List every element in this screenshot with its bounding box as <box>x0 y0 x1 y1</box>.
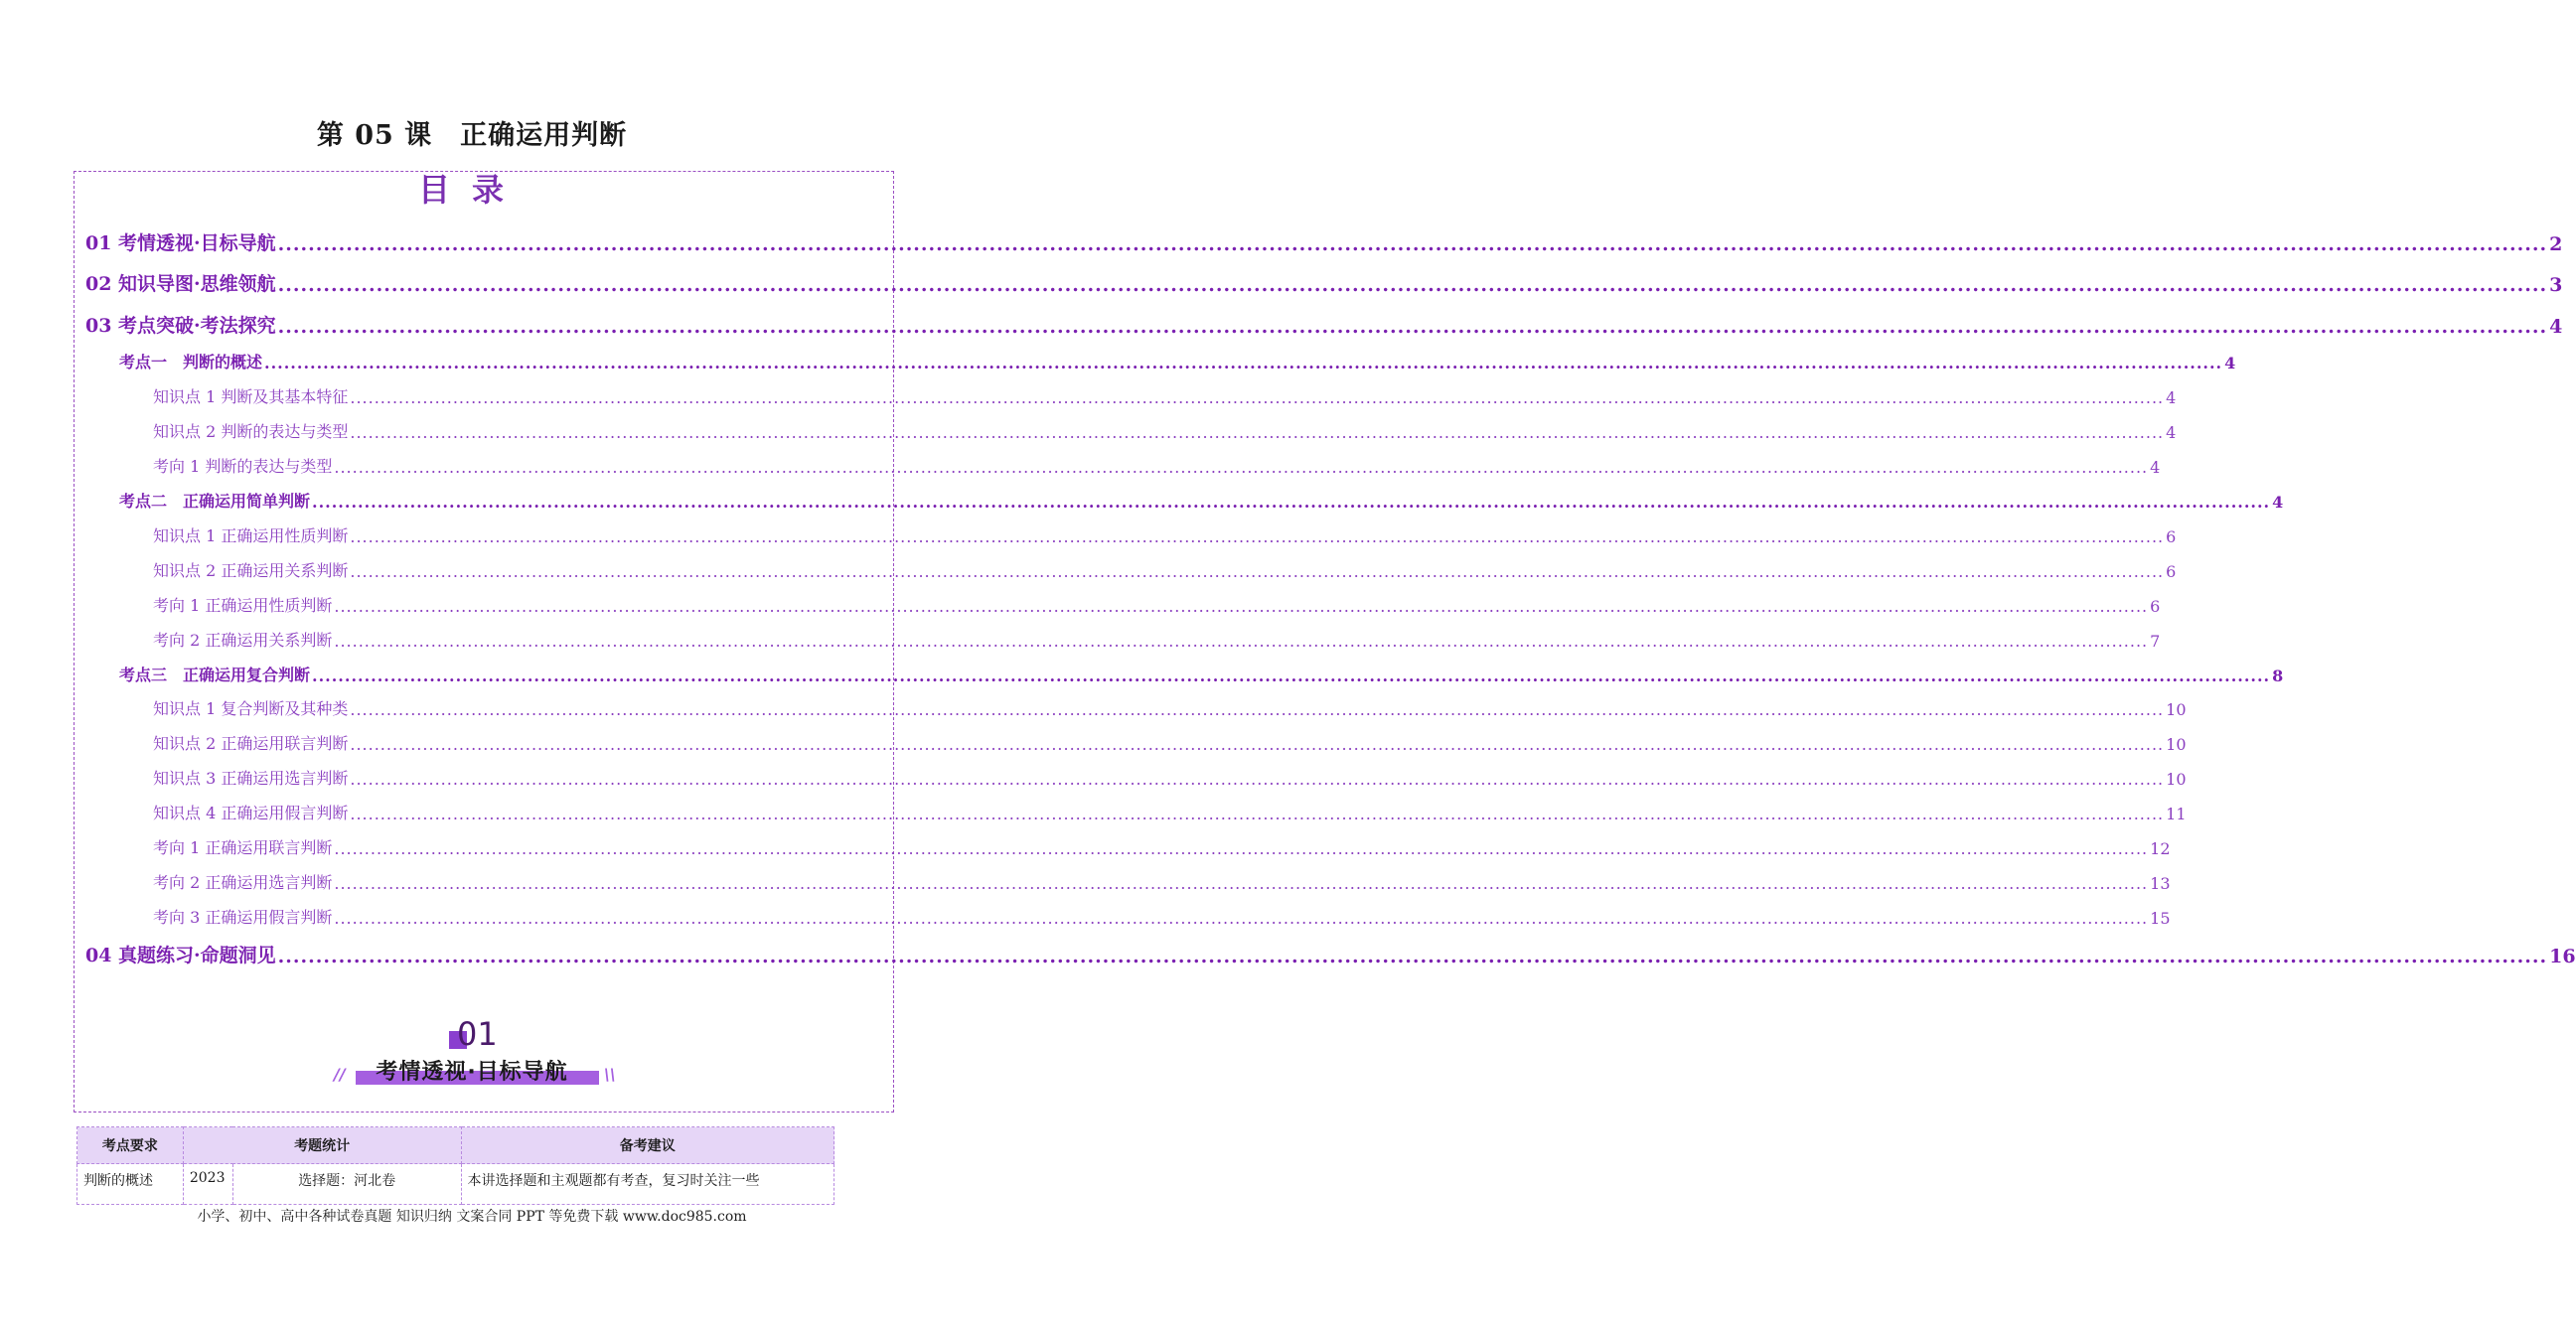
toc-leader-dots: ............................................................................................................................................................................................................................................................................................................ <box>277 946 2548 967</box>
table-cell-year: 2023 <box>183 1164 232 1205</box>
toc-entry-label: 考向 2 正确运用选言判断 <box>153 873 333 892</box>
toc-entry[interactable] <box>153 558 2177 581</box>
toc-entry[interactable] <box>153 628 2161 651</box>
toc-entry[interactable] <box>119 350 2236 372</box>
toc-entry-label: 知识点 2 判断的表达与类型 <box>153 422 349 441</box>
toc-leader-dots: ............................................................................................................................................................................................................................................................................................................ <box>312 667 2271 685</box>
toc-entry-label: 知识点 2 正确运用关系判断 <box>153 561 349 580</box>
toc-entry[interactable] <box>153 454 2161 477</box>
toc-entry[interactable] <box>153 731 2187 754</box>
section-slash-right: \\ <box>604 1065 616 1084</box>
toc-entry-page: 8 <box>2272 667 2284 685</box>
toc-heading: 目录 <box>417 171 526 209</box>
toc-entry-page: 4 <box>2549 316 2563 338</box>
toc-entry-label: 知识点 1 正确运用性质判断 <box>153 526 349 545</box>
table-header-row <box>77 1127 834 1164</box>
page-title: 第 05 课 正确运用判断 <box>316 120 628 151</box>
toc-leader-dots: ............................................................................................................................................................................................................................................................................................................ <box>350 770 2165 789</box>
toc-entry-label: 知识点 2 正确运用联言判断 <box>153 734 349 753</box>
toc-entry-label: 知识点 3 正确运用选言判断 <box>153 769 349 788</box>
section-slash-left: // <box>334 1065 346 1084</box>
toc-entry[interactable] <box>85 228 2563 255</box>
toc-entry[interactable] <box>153 419 2177 442</box>
toc-entry-page: 3 <box>2549 274 2563 296</box>
toc-entry-label: 考向 1 正确运用联言判断 <box>153 838 333 857</box>
toc-entry-page: 6 <box>2150 597 2161 616</box>
toc-leader-dots: ............................................................................................................................................................................................................................................................................................................ <box>350 388 2165 407</box>
toc-leader-dots: ............................................................................................................................................................................................................................................................................................................ <box>350 423 2165 442</box>
toc-entry-page: 4 <box>2166 423 2177 442</box>
toc-entry-label: 02 知识导图·思维领航 <box>85 273 276 295</box>
toc-entry-page: 7 <box>2150 632 2161 651</box>
section-number: 01 <box>457 1015 498 1053</box>
toc-entry-label: 考点三 正确运用复合判断 <box>119 666 311 684</box>
toc-entry-page: 11 <box>2166 805 2187 823</box>
table-cell-topic: 判断的概述 <box>77 1164 184 1205</box>
toc-entry[interactable] <box>119 663 2284 685</box>
toc-entry-page: 10 <box>2166 700 2187 719</box>
toc-entry-page: 10 <box>2166 735 2187 754</box>
toc-entry[interactable] <box>153 835 2171 858</box>
toc-entry-label: 01 考情透视·目标导航 <box>85 232 276 254</box>
requirements-table <box>76 1126 834 1205</box>
toc-entry-page: 4 <box>2150 458 2161 477</box>
toc-entry-label: 考点一 判断的概述 <box>119 353 263 371</box>
toc-entry-label: 考向 3 正确运用假言判断 <box>153 908 333 927</box>
toc-entry-page: 13 <box>2150 874 2171 893</box>
toc-entry-page: 16 <box>2549 946 2576 967</box>
toc-entry[interactable] <box>153 593 2161 616</box>
toc-entry[interactable] <box>153 870 2171 893</box>
toc-leader-dots: ............................................................................................................................................................................................................................................................................................................ <box>277 316 2548 338</box>
toc-entry-label: 考向 2 正确运用关系判断 <box>153 631 333 650</box>
toc-entry-page: 4 <box>2166 388 2177 407</box>
toc-leader-dots: ............................................................................................................................................................................................................................................................................................................ <box>334 839 2149 858</box>
toc-leader-dots: ............................................................................................................................................................................................................................................................................................................ <box>264 354 2223 372</box>
toc-leader-dots: ............................................................................................................................................................................................................................................................................................................ <box>334 909 2149 928</box>
toc-entry[interactable] <box>153 801 2187 823</box>
toc-entry[interactable] <box>153 523 2177 546</box>
toc-entry-page: 15 <box>2150 909 2171 928</box>
toc-entry[interactable] <box>153 384 2177 407</box>
toc-leader-dots: ............................................................................................................................................................................................................................................................................................................ <box>334 632 2149 651</box>
toc-entry-label: 知识点 4 正确运用假言判断 <box>153 804 349 822</box>
toc-entry[interactable] <box>153 905 2171 928</box>
toc-entry-label: 03 考点突破·考法探究 <box>85 315 276 337</box>
toc-entry-label: 知识点 1 复合判断及其种类 <box>153 699 349 718</box>
toc-leader-dots: ............................................................................................................................................................................................................................................................................................................ <box>334 597 2149 616</box>
toc-leader-dots: ............................................................................................................................................................................................................................................................................................................ <box>277 233 2548 255</box>
toc-entry-page: 2 <box>2549 233 2563 255</box>
section-banner-title: 考情透视·目标导航 <box>376 1060 568 1085</box>
toc-entry-label: 考点二 正确运用简单判断 <box>119 492 311 511</box>
toc-entry[interactable] <box>85 269 2563 296</box>
table-cell-advice: 本讲选择题和主观题都有考查，复习时关注一些 <box>461 1164 833 1205</box>
toc-leader-dots: ............................................................................................................................................................................................................................................................................................................ <box>312 493 2271 512</box>
table-header-cell: 备考建议 <box>461 1127 833 1164</box>
toc-entry[interactable] <box>85 311 2563 338</box>
toc-leader-dots: ............................................................................................................................................................................................................................................................................................................ <box>350 562 2165 581</box>
toc-leader-dots: ............................................................................................................................................................................................................................................................................................................ <box>350 735 2165 754</box>
table-cell-stat: 选择题：河北卷 <box>232 1164 461 1205</box>
toc-entry-page: 4 <box>2272 493 2284 512</box>
toc-leader-dots: ............................................................................................................................................................................................................................................................................................................ <box>334 458 2149 477</box>
toc-entry[interactable] <box>153 696 2187 719</box>
toc-leader-dots: ............................................................................................................................................................................................................................................................................................................ <box>350 805 2165 823</box>
toc-entry-label: 考向 1 判断的表达与类型 <box>153 457 333 476</box>
toc-leader-dots: ............................................................................................................................................................................................................................................................................................................ <box>350 700 2165 719</box>
table-row <box>77 1164 834 1205</box>
toc-leader-dots: ............................................................................................................................................................................................................................................................................................................ <box>334 874 2149 893</box>
toc-entry-label: 考向 1 正确运用性质判断 <box>153 596 333 615</box>
toc-leader-dots: ............................................................................................................................................................................................................................................................................................................ <box>277 274 2548 296</box>
toc-entry[interactable] <box>153 766 2187 789</box>
toc-entry-page: 6 <box>2166 527 2177 546</box>
page-footer: 小学、初中、高中各种试卷真题 知识归纳 文案合同 PPT 等免费下载 www.doc985.com <box>197 1209 747 1225</box>
toc-entry-label: 知识点 1 判断及其基本特征 <box>153 387 349 406</box>
toc-entry[interactable] <box>85 941 2576 967</box>
toc-entry-page: 10 <box>2166 770 2187 789</box>
toc-entry-page: 6 <box>2166 562 2177 581</box>
toc-entry-page: 4 <box>2224 354 2236 372</box>
toc-entry[interactable] <box>119 489 2284 512</box>
toc-leader-dots: ............................................................................................................................................................................................................................................................................................................ <box>350 527 2165 546</box>
toc-entry-page: 12 <box>2150 839 2171 858</box>
table-header-cell: 考点要求 <box>77 1127 184 1164</box>
table-header-cell: 考题统计 <box>183 1127 461 1164</box>
toc-entry-label: 04 真题练习·命题洞见 <box>85 945 276 966</box>
